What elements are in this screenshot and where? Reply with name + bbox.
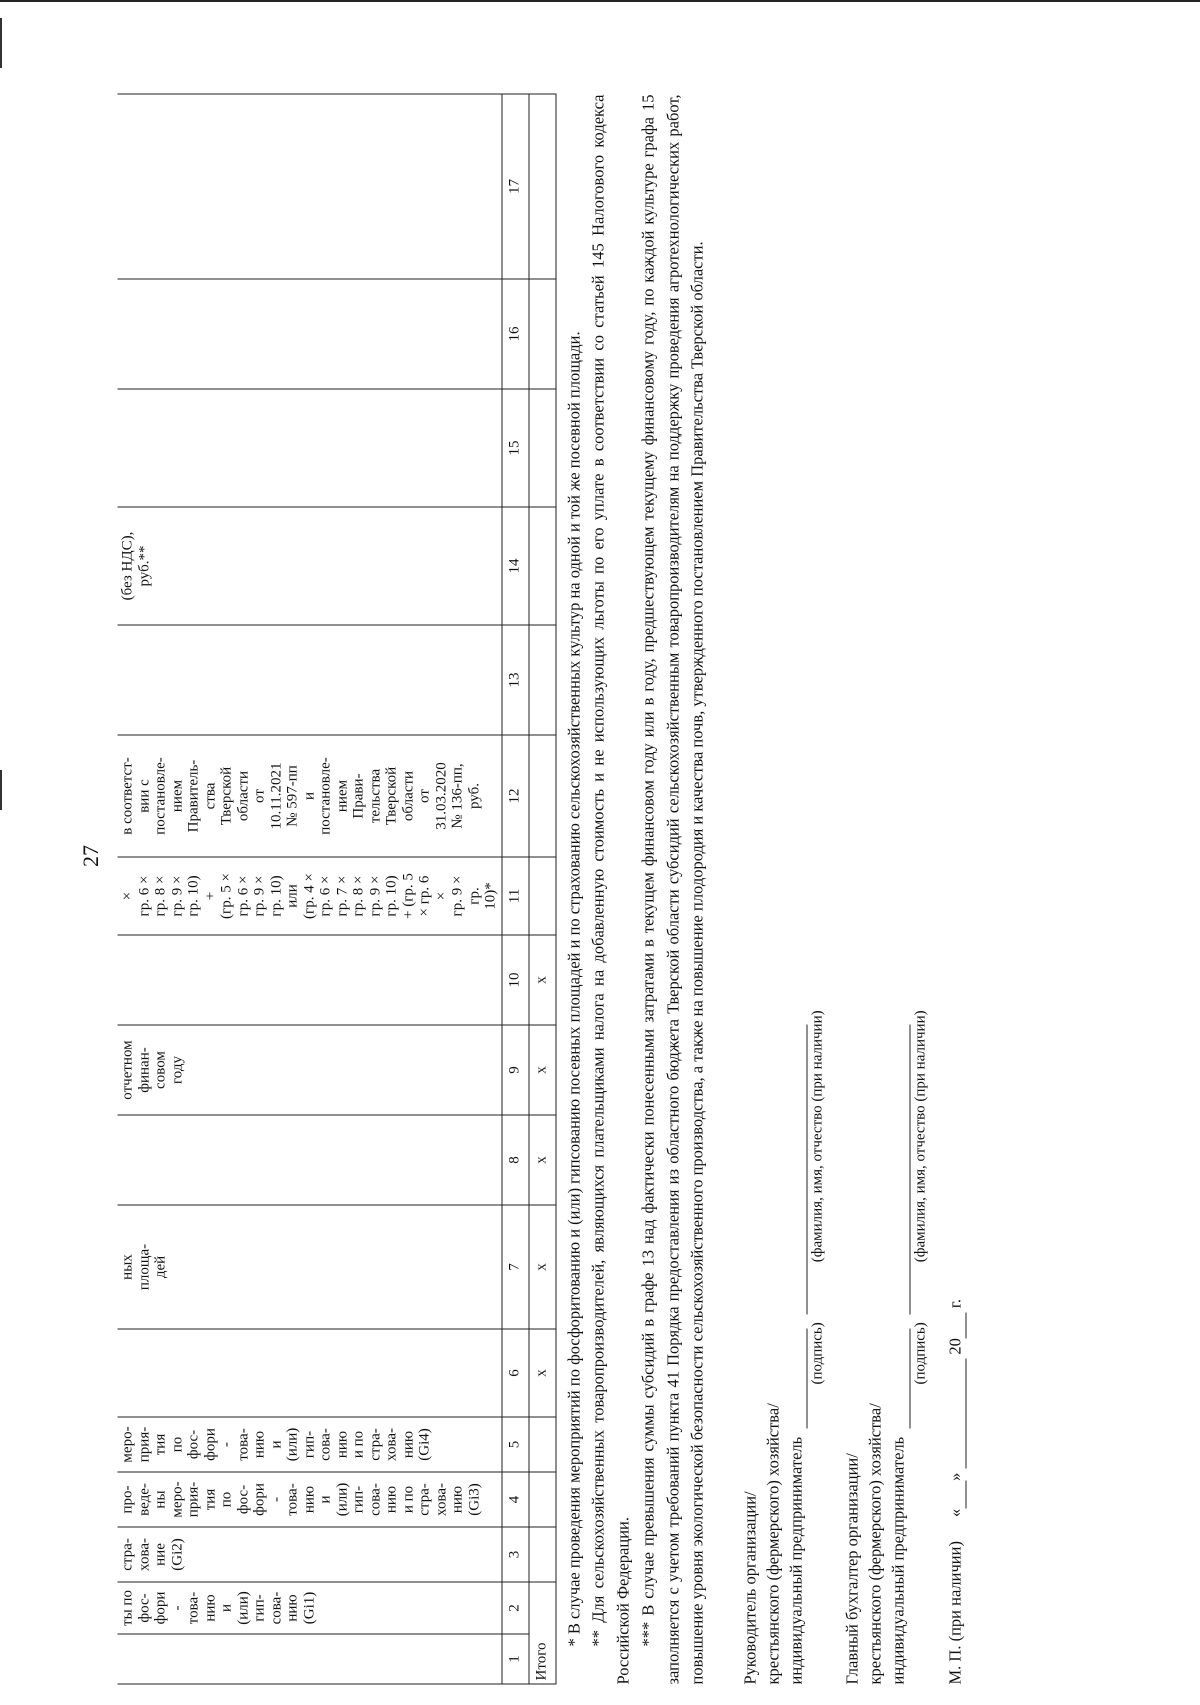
total-cell [529,625,556,735]
date-year-prefix: 20 [945,1338,965,1355]
total-cell: x [529,1329,556,1417]
total-cell [529,1527,556,1582]
column-number: 4 [502,1472,529,1527]
header-cell [118,279,502,389]
date-day-field[interactable] [947,1481,966,1509]
total-cell [529,507,556,625]
total-cell [529,94,556,279]
total-label: Итого [529,1582,556,1684]
date-year-suffix: г. [945,1299,965,1309]
header-cell [118,935,502,1025]
column-number: 16 [502,279,529,389]
accountant-title-line: крестьянского (фермерского) хозяйства/ [865,1403,885,1685]
header-cell [118,1634,502,1684]
total-cell [529,279,556,389]
total-cell [529,857,556,935]
column-number: 10 [502,935,529,1025]
total-cell [529,1472,556,1527]
table-header-row [118,94,502,1684]
total-cell [529,389,556,507]
header-cell [118,1329,502,1417]
total-cell: x [529,935,556,1025]
header-cell: меро- прия- тия по фос- фори - това- нию и (или) гип- сова- нию и по стра- хова- нию (Gi4) [118,1417,502,1472]
accountant-name-caption: (фамилия, имя, отчество (при наличии) [912,1010,929,1263]
footnotes [562,95,711,1685]
header-cell: ных площа- дей [118,1205,502,1329]
column-number: 11 [502,857,529,935]
column-number: 14 [502,507,529,625]
head-signature-caption: (подпись) [809,1322,826,1385]
accountant-signature-row [887,95,910,1685]
header-cell [118,625,502,735]
footnote-single-star: * В случае проведения мероприятий по фосфоритованию и (или) гипсованию посевных площадей и по страхованию сельскохозяйственных культур на одной и той же посевной площади. [564,331,583,1647]
head-name-field[interactable] [789,1025,808,1315]
column-number: 6 [502,1329,529,1417]
rotated-page [1,0,1200,1705]
total-cell [529,1417,556,1472]
column-number: 3 [502,1527,529,1582]
head-title-line: крестьянского (фермерского) хозяйства/ [763,1403,783,1685]
accountant-name-field[interactable] [891,1025,910,1315]
page-content [118,95,967,1685]
column-number: 7 [502,1205,529,1329]
accountant-signature-block [841,95,931,1685]
accountant-signature-caption: (подпись) [912,1322,929,1385]
accountant-title-line: индивидуальный предприниматель [888,1436,908,1685]
total-cell: x [529,1115,556,1205]
column-number: 8 [502,1115,529,1205]
header-cell: в соответст- вии с постановле- нием Правитель- ства Тверской области от 10.11.2021 № 597-пп и постановле- нием Прави- тельства Тверской области от 31.03.2020 № 136-пп, руб. [118,735,502,857]
footnote-triple-star: *** В случае превышения суммы субсидий в графе 13 над фактически понесенными затратами в текущем финансовом году или в году, предшествующем текущему финансовому году, по каждой культуре графа 15 заполняется с учетом требований пункта 41 Порядка предоставления из областного бюджета Тверской области субсидий сельскохозяйственным товаропроизводителям на поддержку проведения агротехнологических работ, повышение уровня экологической безопасности сельскохозяйственного производства, а также на повышение плодородия и качества почв, утвержденного постановлением Правительства Тверской области. [638,94,707,1685]
date-year-field[interactable] [947,1312,966,1338]
header-cell [118,1115,502,1205]
stamp-date-row [943,95,966,1685]
column-number: 15 [502,389,529,507]
report-table [118,94,557,1685]
accountant-signature-field[interactable] [891,1329,910,1429]
stamp-label: М. П. (при наличии) [945,1541,965,1685]
column-number: 2 [502,1582,529,1634]
header-cell: стра- хова- ние (Gi2) [118,1527,502,1582]
date-month-field[interactable] [947,1359,966,1469]
head-signature-field[interactable] [789,1329,808,1429]
column-number: 13 [502,625,529,735]
head-title-line: Руководитель организации/ [740,1491,760,1685]
head-name-caption: (фамилия, имя, отчество (при наличии) [809,1010,826,1263]
column-number: 17 [502,94,529,279]
column-number: 9 [502,1025,529,1115]
total-cell: x [529,1025,556,1115]
header-cell: × гр. 6 × гр. 8 × гр. 9 × гр. 10) + (гр. 5 × гр. 6 × гр. 9 × гр. 10) или (гр. 4 × гр. 6 × гр. 7 × гр. 8 × гр. 9 × гр. 10) + (гр. 5 × гр. 6 × гр. 9 × гр. 10)* [118,857,502,935]
header-cell: отчетном финан- совом году [118,1025,502,1115]
accountant-title-line: Главный бухгалтер организации/ [842,1453,862,1685]
date-close-quote: » [945,1472,965,1481]
column-number: 1 [502,1634,529,1684]
column-number: 12 [502,735,529,857]
header-cell: про- веде- ны меро- прия- тия по фос- фори - това- нию и (или) гип- сова- нию и по стра- хова- нию (Gi3) [118,1472,502,1527]
total-cell [529,735,556,857]
total-row [529,94,556,1684]
date-open-quote: « [945,1508,965,1518]
header-cell: ты по фос- фори - това- нию и (или) гип- сова- нию (Gi1) [118,1582,502,1634]
header-cell: (без НДС), руб.** [118,507,502,625]
column-number: 5 [502,1417,529,1472]
total-cell: x [529,1205,556,1329]
header-cell [118,94,502,279]
footnote-double-star: ** Для сельскохозяйственных товаропроизводителей, являющихся плательщиками налога на добавленную стоимость и не использующих льготы по его уплате в соответствии со статьей 145 Налогового кодекса Российской Федерации. [588,94,633,1685]
header-cell [118,389,502,507]
accountant-caption-row [910,95,931,1685]
head-caption-row [808,95,829,1685]
head-signature-row [785,95,808,1685]
head-title-line: индивидуальный предприниматель [786,1436,806,1685]
signature-section [739,95,967,1685]
head-signature-block [739,95,829,1685]
column-number-row [502,94,529,1684]
page-number: 27 [78,845,103,867]
